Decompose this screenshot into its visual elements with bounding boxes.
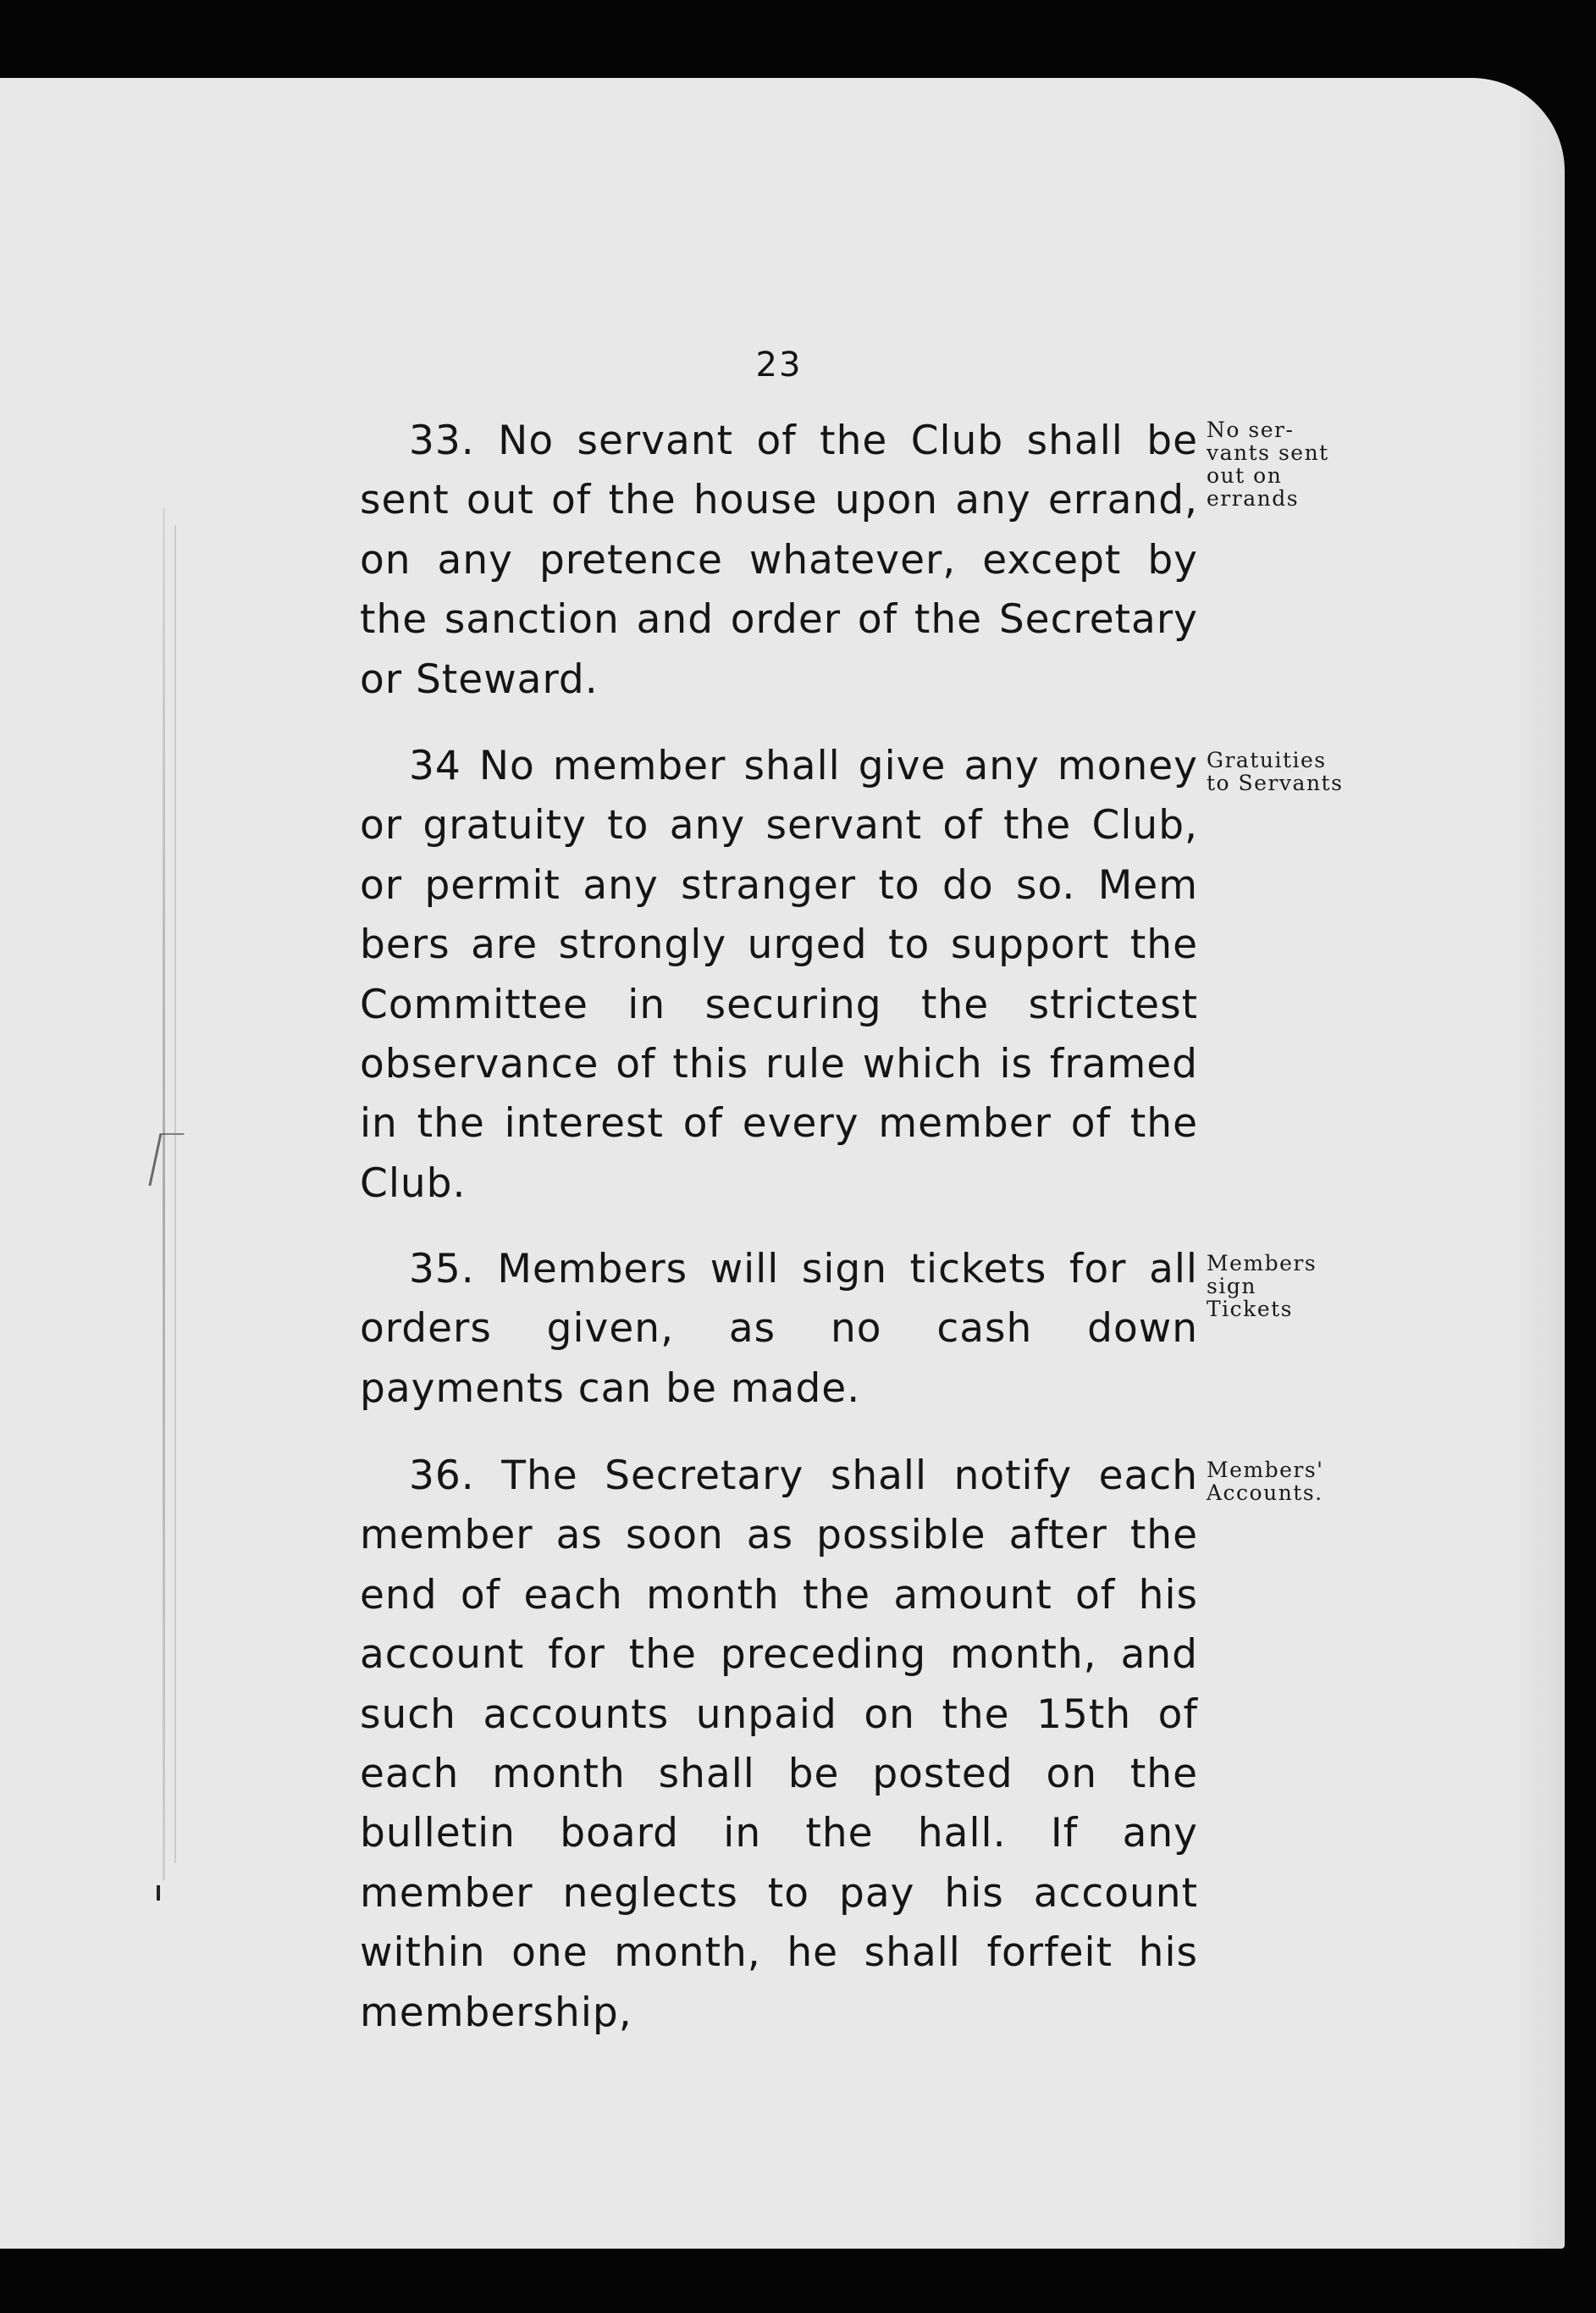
binding-tick-mark (157, 1885, 160, 1901)
rule-36-note-line: Members' (1207, 1458, 1324, 1482)
rule-36-note-line: Accounts. (1207, 1480, 1323, 1505)
rule-35-paragraph (360, 1240, 1198, 1419)
rule-33-note-line: vants sent (1207, 440, 1329, 465)
rule-33-note-line: errands (1207, 486, 1300, 511)
rule-35-text: 35. Members will sign tickets for all orders given, as no cash down payments can be made. (360, 1246, 1198, 1412)
rule-35-note-line: Members (1207, 1251, 1317, 1275)
rule-33-paragraph (360, 412, 1198, 710)
rule-36-margin-note (1207, 1458, 1401, 1504)
rule-33-note-line: out on (1207, 463, 1283, 488)
rule-36-text: 36. The Secretary shall notify each member as soon as possible after the end of each month the amount of his account for the preceding month, and such accounts unpaid on the 15th of each month shall be posted on the bulletin board in the hall. If any member neglects to pay his account within one month, he shall forfeit his membership, (360, 1453, 1198, 2036)
rule-33-note-line: No ser- (1207, 418, 1295, 442)
rule-34-margin-note (1207, 749, 1401, 794)
rule-34-text: 34 No member shall give any money or gratuity to any servant of the Club, or permit any stranger to do so. Mem bers are strongly urged to support the Committee in securing the strictest observance of this rule which is framed in the interest of every member of the Club. (360, 743, 1198, 1207)
rule-33-margin-note (1207, 418, 1401, 510)
rule-33-text: 33. No servant of the Club shall be sent out of the house upon any errand, on any pretence whatever, except by the sanction and order of the Secretary or Steward. (360, 418, 1198, 703)
rule-34-paragraph (360, 737, 1198, 1214)
rule-35-note-line: Tickets (1207, 1297, 1293, 1321)
rule-34-note-line: Gratuities (1207, 748, 1327, 772)
rule-35-note-line: sign (1207, 1274, 1256, 1298)
page-edge-shading (1514, 78, 1565, 2249)
page-number: 23 (755, 346, 803, 385)
rule-34-note-line: to Servants (1207, 771, 1344, 795)
binding-line (163, 508, 165, 1880)
binding-line-inner (174, 525, 176, 1863)
rule-35-margin-note (1207, 1252, 1401, 1320)
rule-36-paragraph (360, 1447, 1198, 2043)
